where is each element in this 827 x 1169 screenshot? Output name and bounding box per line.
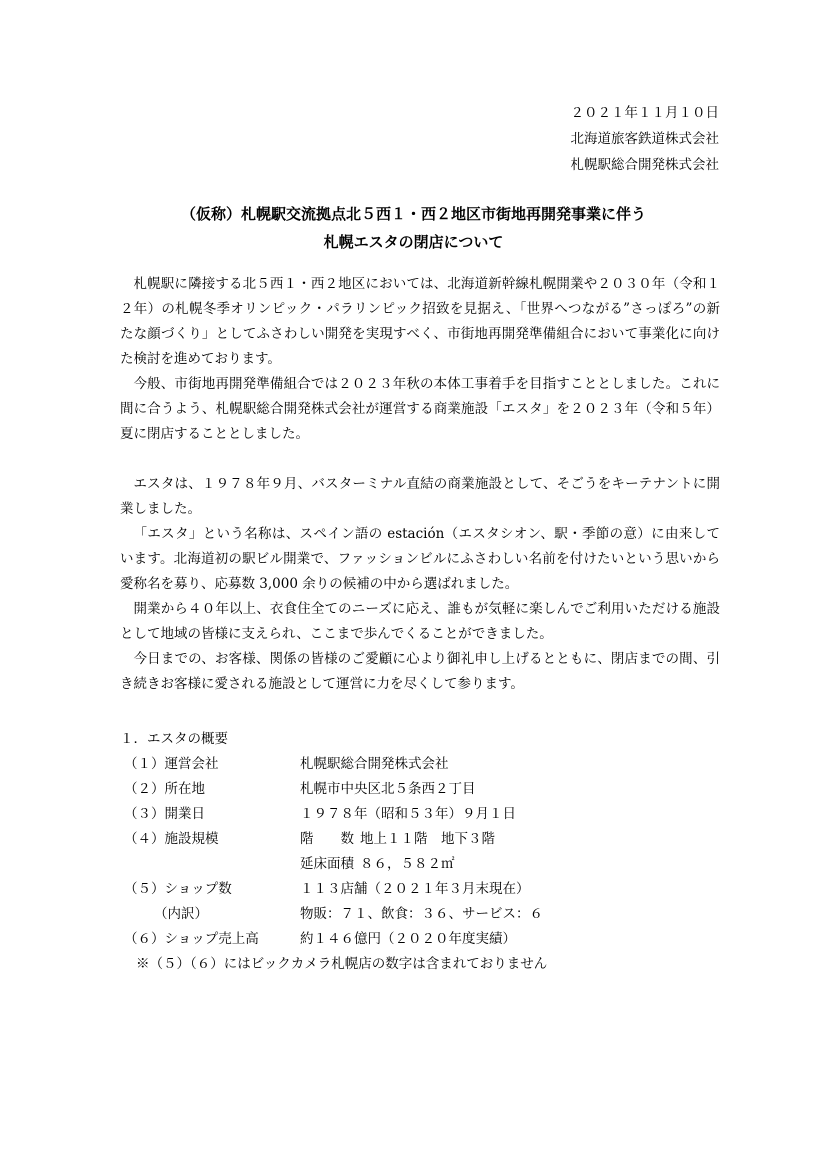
overview-section [120,727,720,977]
document-title [0,200,827,256]
overview-row-breakdown [120,902,720,927]
address-label: （２）所在地 [124,781,205,797]
issuer-jr-hokkaido: 北海道旅客鉄道株式会社 [570,131,719,147]
breakdown-value: 物販：７１、飲食：３６、サービス：６ [300,906,543,922]
overview-row-shops [120,877,720,902]
overview-row-opened [120,802,720,827]
issuer-sapporo-station-development: 札幌駅総合開発株式会社 [570,157,719,173]
overview-row-sales [120,927,720,952]
paragraph-2: 今般、市街地再開発準備組合では２０２３年秋の本体工事着手を目指すこととしました。これに間に合うよう、札幌駅総合開発株式会社が運営する商業施設「エスタ」を２０２３年（令和５年）夏に閉店することとしました。 [120,376,720,442]
paragraph-5: 開業から４０年以上、衣食住全てのニーズに応え、誰もが気軽に楽しんでご利用いただける施設として地域の皆様に支えられ、ここまで歩んでくることができました。 [120,601,720,642]
scale-label: （４）施設規模 [124,831,219,847]
sales-label: （６）ショップ売上高 [124,931,259,947]
floors-label: 階 数 [300,831,354,847]
paragraph-4: 「エスタ」という名称は、スペイン語の estación（エスタシオン、駅・季節の意）に由来しています。北海道初の駅ビル開業で、ファッションビルにふさわしい名前を付けたいという思いから愛称名を募り、応募数 3,000 余りの候補の中から選ばれました。 [120,526,720,592]
title-line-2: 札幌エスタの閉店について [323,233,504,251]
overview-heading: １．エスタの概要 [120,731,228,747]
company-value: 札幌駅総合開発株式会社 [300,756,449,772]
overview-row-address [120,777,720,802]
paragraph-3: エスタは、１９７８年９月、バスターミナル直結の商業施設として、そごうをキーテナントに開業しました。 [120,476,720,517]
overview-row-area [120,852,720,877]
company-label: （１）運営会社 [124,756,219,772]
area-value: ８６，５８２㎡ [360,856,455,872]
issue-date: ２０２１年１１月１０日 [570,105,719,121]
title-line-1: （仮称）札幌駅交流拠点北５西１・西２地区市街地再開発事業に伴う [180,205,646,223]
area-label: 延床面積 [300,856,354,872]
address-value: 札幌市中央区北５条西２丁目 [300,781,476,797]
paragraph-6: 今日までの、お客様、関係の皆様のご愛顧に心より御礼申し上げるとともに、閉店までの間、引き続きお客様に愛される施設として運営に力を尽くして参ります。 [120,651,720,692]
opened-value: １９７８年（昭和５３年）９月１日 [300,806,516,822]
opened-label: （３）開業日 [124,806,205,822]
floors-value: 地上１１階 地下３階 [360,831,495,847]
sales-value: 約１４６億円（２０２０年度実績） [300,931,516,947]
document-header [571,100,720,178]
shops-value: １１３店舗（２０２１年３月末現在） [300,881,530,897]
overview-row-floors [120,827,720,852]
breakdown-label: （内訳） [154,906,208,922]
document-body [120,272,720,697]
shops-label: （５）ショップ数 [124,881,232,897]
overview-note: ※（５）（６）にはビックカメラ札幌店の数字は含まれておりません [136,956,548,972]
overview-row-company [120,752,720,777]
paragraph-1: 札幌駅に隣接する北５西１・西２地区においては、北海道新幹線札幌開業や２０３０年（令和１２年）の札幌冬季オリンピック・パラリンピック招致を見据え、「世界へつながる”さっぽろ”の新たな顔づくり」としてふさわしい開発を実現すべく、市街地再開発準備組合において事業化に向けた検討を進めております。 [120,276,720,367]
paragraph-gap [120,447,720,472]
